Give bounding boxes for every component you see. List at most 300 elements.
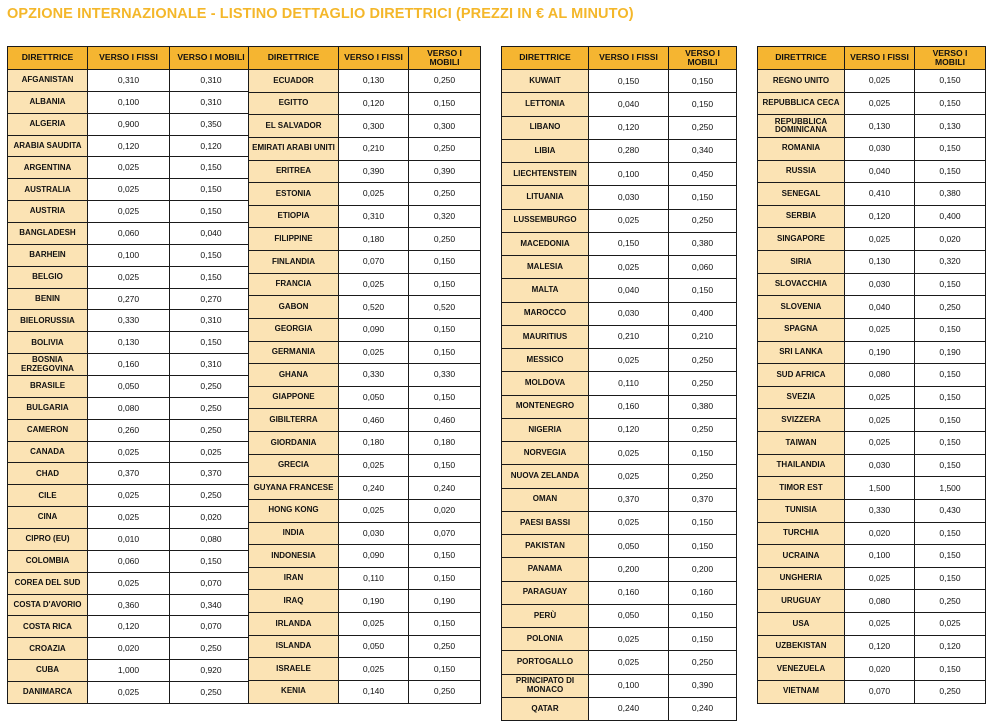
table-row <box>502 116 737 139</box>
rate-landline: 0,030 <box>845 454 915 477</box>
table-row <box>8 441 253 463</box>
rate-mobile: 0,250 <box>170 419 253 441</box>
table-row <box>8 638 253 660</box>
country-name: TIMOR EST <box>758 477 845 500</box>
country-name: MESSICO <box>502 349 589 372</box>
rate-landline: 0,060 <box>88 223 170 245</box>
country-name: GIBILTERRA <box>249 409 339 432</box>
rate-mobile: 0,150 <box>915 273 986 296</box>
country-name: GIAPPONE <box>249 386 339 409</box>
header-direttrice: DIRETTRICE <box>502 47 589 70</box>
rate-landline: 0,120 <box>88 135 170 157</box>
rate-mobile: 0,150 <box>409 341 481 364</box>
rate-landline: 0,025 <box>88 266 170 288</box>
country-name: GABON <box>249 296 339 319</box>
table-row <box>8 223 253 245</box>
country-name: IRAQ <box>249 590 339 613</box>
rate-landline: 0,240 <box>589 697 669 720</box>
header-verso-fissi: VERSO I FISSI <box>88 47 170 70</box>
rate-mobile: 0,150 <box>669 511 737 534</box>
country-name: SIRIA <box>758 251 845 274</box>
country-name: AFGANISTAN <box>8 70 88 92</box>
country-name: EGITTO <box>249 92 339 115</box>
rate-landline: 0,080 <box>845 364 915 387</box>
rate-mobile: 0,150 <box>915 409 986 432</box>
country-name: MAROCCO <box>502 302 589 325</box>
rates-table-4 <box>757 46 986 704</box>
rate-mobile: 0,250 <box>915 590 986 613</box>
country-name: ALGERIA <box>8 113 88 135</box>
rate-mobile: 0,150 <box>409 92 481 115</box>
rate-mobile: 0,150 <box>170 550 253 572</box>
table-row <box>758 273 986 296</box>
rate-mobile: 0,160 <box>669 581 737 604</box>
table-row <box>249 567 481 590</box>
country-name: LUSSEMBURGO <box>502 209 589 232</box>
rate-mobile: 0,060 <box>669 256 737 279</box>
rate-landline: 0,025 <box>589 256 669 279</box>
rate-landline: 0,410 <box>845 183 915 206</box>
table-row <box>502 604 737 627</box>
table-row <box>502 651 737 674</box>
table-row <box>502 163 737 186</box>
country-name: IRLANDA <box>249 613 339 636</box>
country-name: ESTONIA <box>249 183 339 206</box>
rate-mobile: 0,150 <box>915 432 986 455</box>
country-name: GRECIA <box>249 454 339 477</box>
table-row <box>8 310 253 332</box>
rate-landline: 0,025 <box>845 613 915 636</box>
rate-landline: 0,120 <box>845 635 915 658</box>
rate-landline: 0,025 <box>339 341 409 364</box>
country-name: LIBANO <box>502 116 589 139</box>
table-row <box>249 635 481 658</box>
rate-landline: 0,130 <box>88 332 170 354</box>
country-name: TAIWAN <box>758 432 845 455</box>
rate-mobile: 0,310 <box>170 91 253 113</box>
rate-mobile: 0,150 <box>669 279 737 302</box>
table-row <box>249 432 481 455</box>
rate-mobile: 0,150 <box>915 160 986 183</box>
rate-mobile: 0,250 <box>170 376 253 398</box>
country-name: MALTA <box>502 279 589 302</box>
rate-mobile: 0,150 <box>915 70 986 93</box>
rate-landline: 0,520 <box>339 296 409 319</box>
rate-mobile: 0,150 <box>409 545 481 568</box>
country-name: HONG KONG <box>249 499 339 522</box>
rate-landline: 0,160 <box>589 581 669 604</box>
rate-landline: 0,050 <box>589 535 669 558</box>
rate-mobile: 0,150 <box>915 137 986 160</box>
rate-mobile: 0,190 <box>409 590 481 613</box>
table-row <box>8 616 253 638</box>
country-name: BOLIVIA <box>8 332 88 354</box>
rate-mobile: 0,190 <box>915 341 986 364</box>
rate-landline: 0,070 <box>845 680 915 703</box>
table-row <box>8 463 253 485</box>
table-row <box>502 372 737 395</box>
table-row <box>8 288 253 310</box>
country-name: GUYANA FRANCESE <box>249 477 339 500</box>
rate-mobile: 0,150 <box>915 92 986 115</box>
rate-landline: 0,025 <box>589 651 669 674</box>
table-row <box>8 354 253 376</box>
country-name: SUD AFRICA <box>758 364 845 387</box>
rate-landline: 0,025 <box>845 70 915 93</box>
country-name: COREA DEL SUD <box>8 572 88 594</box>
table-row <box>758 386 986 409</box>
rate-mobile: 0,350 <box>170 113 253 135</box>
rate-landline: 0,030 <box>845 137 915 160</box>
country-name: LITUANIA <box>502 186 589 209</box>
country-name: PERÙ <box>502 604 589 627</box>
rate-mobile: 0,270 <box>170 288 253 310</box>
rate-mobile: 0,340 <box>669 139 737 162</box>
country-name: BOSNIA ERZEGOVINA <box>8 354 88 376</box>
rate-mobile: 0,150 <box>915 454 986 477</box>
country-name: LETTONIA <box>502 93 589 116</box>
rate-mobile: 0,080 <box>170 529 253 551</box>
rate-mobile: 0,150 <box>915 386 986 409</box>
table-row <box>249 658 481 681</box>
table-row <box>502 302 737 325</box>
rate-mobile: 0,025 <box>915 613 986 636</box>
table-row <box>502 232 737 255</box>
rate-mobile: 0,070 <box>409 522 481 545</box>
rate-mobile: 0,200 <box>669 558 737 581</box>
country-name: ROMANIA <box>758 137 845 160</box>
rate-landline: 0,130 <box>845 115 915 138</box>
rate-mobile: 0,150 <box>409 251 481 274</box>
rate-landline: 0,025 <box>845 386 915 409</box>
rate-mobile: 0,210 <box>669 325 737 348</box>
table-row <box>249 92 481 115</box>
rates-table-2 <box>248 46 481 704</box>
rate-mobile: 0,320 <box>915 251 986 274</box>
rate-landline: 0,210 <box>339 137 409 160</box>
table-row <box>249 364 481 387</box>
country-name: ISRAELE <box>249 658 339 681</box>
country-name: GERMANIA <box>249 341 339 364</box>
rate-mobile: 0,150 <box>170 266 253 288</box>
country-name: REGNO UNITO <box>758 70 845 93</box>
rate-mobile: 0,520 <box>409 296 481 319</box>
table-row <box>502 488 737 511</box>
table-row <box>758 205 986 228</box>
rate-mobile: 0,150 <box>409 386 481 409</box>
rate-landline: 0,100 <box>845 545 915 568</box>
table-row <box>502 70 737 93</box>
table-row <box>758 613 986 636</box>
rate-mobile: 0,150 <box>669 535 737 558</box>
table-row <box>502 209 737 232</box>
table-row <box>758 251 986 274</box>
table-row <box>249 680 481 703</box>
rate-landline: 0,025 <box>589 465 669 488</box>
table-row <box>8 529 253 551</box>
table-row <box>502 279 737 302</box>
table-row <box>249 183 481 206</box>
rate-mobile: 0,250 <box>669 418 737 441</box>
rate-landline: 0,120 <box>589 116 669 139</box>
country-name: CAMERON <box>8 419 88 441</box>
table-row <box>8 485 253 507</box>
rate-mobile: 0,430 <box>915 499 986 522</box>
rate-mobile: 0,150 <box>409 613 481 636</box>
rate-mobile: 0,920 <box>170 660 253 682</box>
rate-mobile: 0,150 <box>170 179 253 201</box>
table-row <box>8 113 253 135</box>
rate-mobile: 0,400 <box>915 205 986 228</box>
table-row <box>758 296 986 319</box>
country-name: ERITREA <box>249 160 339 183</box>
rate-landline: 0,025 <box>589 628 669 651</box>
country-name: GHANA <box>249 364 339 387</box>
rate-mobile: 0,250 <box>669 465 737 488</box>
rates-table-1 <box>7 46 253 704</box>
rate-landline: 0,025 <box>339 658 409 681</box>
rate-mobile: 0,380 <box>669 395 737 418</box>
country-name: REPUBBLICA DOMINICANA <box>758 115 845 138</box>
table-row <box>502 674 737 697</box>
rate-landline: 0,130 <box>339 70 409 93</box>
rate-landline: 0,310 <box>88 70 170 92</box>
table-row <box>8 660 253 682</box>
table-row <box>8 135 253 157</box>
country-name: SVEZIA <box>758 386 845 409</box>
rate-landline: 0,090 <box>339 545 409 568</box>
table-row <box>502 325 737 348</box>
table-row <box>502 139 737 162</box>
rate-landline: 0,360 <box>88 594 170 616</box>
header-verso-mobili: VERSO I MOBILI <box>409 47 481 70</box>
table-row <box>249 160 481 183</box>
country-name: COSTA RICA <box>8 616 88 638</box>
table-row <box>8 91 253 113</box>
rate-landline: 0,020 <box>845 522 915 545</box>
rate-mobile: 0,380 <box>915 183 986 206</box>
table-row <box>502 511 737 534</box>
country-name: CANADA <box>8 441 88 463</box>
rate-landline: 0,180 <box>339 228 409 251</box>
rate-landline: 0,070 <box>339 251 409 274</box>
rate-mobile: 0,390 <box>669 674 737 697</box>
rate-landline: 0,025 <box>88 179 170 201</box>
rate-mobile: 0,150 <box>409 454 481 477</box>
country-name: PORTOGALLO <box>502 651 589 674</box>
rate-landline: 0,110 <box>589 372 669 395</box>
table-row <box>249 499 481 522</box>
table-row <box>502 93 737 116</box>
table-row <box>249 273 481 296</box>
table-row <box>758 658 986 681</box>
header-verso-mobili: VERSO I MOBILI <box>669 47 737 70</box>
country-name: MAURITIUS <box>502 325 589 348</box>
table-row <box>758 432 986 455</box>
table-row <box>502 581 737 604</box>
country-name: SINGAPORE <box>758 228 845 251</box>
country-name: UCRAINA <box>758 545 845 568</box>
table-row <box>758 318 986 341</box>
table-row <box>758 567 986 590</box>
rate-landline: 0,210 <box>589 325 669 348</box>
table-row <box>8 266 253 288</box>
rate-landline: 0,190 <box>339 590 409 613</box>
country-name: VENEZUELA <box>758 658 845 681</box>
rate-landline: 0,330 <box>88 310 170 332</box>
country-name: SENEGAL <box>758 183 845 206</box>
country-name: EL SALVADOR <box>249 115 339 138</box>
rate-landline: 0,025 <box>339 273 409 296</box>
table-row <box>8 201 253 223</box>
rate-landline: 0,030 <box>589 186 669 209</box>
rate-landline: 0,025 <box>589 511 669 534</box>
header-verso-fissi: VERSO I FISSI <box>845 47 915 70</box>
rate-mobile: 0,250 <box>669 372 737 395</box>
header-verso-mobili: VERSO I MOBILI <box>915 47 986 70</box>
rate-mobile: 0,310 <box>170 310 253 332</box>
table-row <box>502 442 737 465</box>
rate-landline: 0,025 <box>88 441 170 463</box>
country-name: BANGLADESH <box>8 223 88 245</box>
country-name: GIORDANIA <box>249 432 339 455</box>
table-row <box>8 507 253 529</box>
country-name: COSTA D'AVORIO <box>8 594 88 616</box>
country-name: CROAZIA <box>8 638 88 660</box>
rate-mobile: 0,020 <box>409 499 481 522</box>
rate-landline: 0,040 <box>845 296 915 319</box>
country-name: PAESI BASSI <box>502 511 589 534</box>
country-name: SLOVACCHIA <box>758 273 845 296</box>
rate-mobile: 0,150 <box>170 201 253 223</box>
table-row <box>249 545 481 568</box>
rate-landline: 1,500 <box>845 477 915 500</box>
table-row <box>249 522 481 545</box>
rate-mobile: 0,250 <box>170 638 253 660</box>
country-name: PARAGUAY <box>502 581 589 604</box>
table-row <box>8 244 253 266</box>
rate-landline: 0,280 <box>589 139 669 162</box>
country-name: OMAN <box>502 488 589 511</box>
rate-landline: 0,025 <box>88 201 170 223</box>
country-name: BRASILE <box>8 376 88 398</box>
rate-mobile: 0,250 <box>915 680 986 703</box>
rate-landline: 0,160 <box>589 395 669 418</box>
rate-mobile: 0,250 <box>170 682 253 704</box>
rate-landline: 0,200 <box>589 558 669 581</box>
rate-landline: 0,270 <box>88 288 170 310</box>
rate-landline: 0,025 <box>845 567 915 590</box>
rate-landline: 0,025 <box>589 442 669 465</box>
rate-mobile: 0,020 <box>170 507 253 529</box>
table-row <box>758 454 986 477</box>
rate-landline: 0,120 <box>845 205 915 228</box>
table-row <box>502 395 737 418</box>
rate-mobile: 0,370 <box>170 463 253 485</box>
country-name: PRINCIPATO DI MONACO <box>502 674 589 697</box>
country-name: LIBIA <box>502 139 589 162</box>
country-name: CHAD <box>8 463 88 485</box>
country-name: QATAR <box>502 697 589 720</box>
rate-landline: 0,025 <box>845 409 915 432</box>
country-name: CIPRO (EU) <box>8 529 88 551</box>
rate-mobile: 0,380 <box>669 232 737 255</box>
table-row <box>758 364 986 387</box>
country-name: BENIN <box>8 288 88 310</box>
rate-mobile: 0,150 <box>915 364 986 387</box>
table-row <box>249 454 481 477</box>
country-name: ARABIA SAUDITA <box>8 135 88 157</box>
table-row <box>8 179 253 201</box>
rate-landline: 0,030 <box>845 273 915 296</box>
table-row <box>8 397 253 419</box>
country-name: SVIZZERA <box>758 409 845 432</box>
rate-landline: 0,900 <box>88 113 170 135</box>
rate-mobile: 0,150 <box>669 628 737 651</box>
rate-mobile: 0,250 <box>170 485 253 507</box>
rate-landline: 0,050 <box>339 386 409 409</box>
rate-mobile: 0,400 <box>669 302 737 325</box>
rate-landline: 0,050 <box>339 635 409 658</box>
table-row <box>8 682 253 704</box>
country-name: GEORGIA <box>249 318 339 341</box>
table-row <box>758 183 986 206</box>
country-name: INDIA <box>249 522 339 545</box>
table-row <box>758 115 986 138</box>
rate-landline: 0,025 <box>845 432 915 455</box>
rate-landline: 0,010 <box>88 529 170 551</box>
rate-landline: 0,140 <box>339 680 409 703</box>
header-verso-mobili: VERSO I MOBILI <box>170 47 253 70</box>
rate-mobile: 0,150 <box>669 442 737 465</box>
rate-landline: 0,120 <box>88 616 170 638</box>
header-verso-fissi: VERSO I FISSI <box>589 47 669 70</box>
country-name: AUSTRALIA <box>8 179 88 201</box>
rate-landline: 0,330 <box>339 364 409 387</box>
table-row <box>249 115 481 138</box>
rate-landline: 0,020 <box>845 658 915 681</box>
table-row <box>502 349 737 372</box>
rate-mobile: 0,240 <box>409 477 481 500</box>
rate-landline: 0,025 <box>339 613 409 636</box>
table-row <box>502 256 737 279</box>
country-name: TUNISIA <box>758 499 845 522</box>
country-name: SPAGNA <box>758 318 845 341</box>
table-row <box>8 157 253 179</box>
rate-landline: 0,370 <box>589 488 669 511</box>
table-row <box>502 186 737 209</box>
header-direttrice: DIRETTRICE <box>249 47 339 70</box>
table-row <box>249 251 481 274</box>
table-row <box>249 228 481 251</box>
country-name: BARHEIN <box>8 244 88 266</box>
rate-mobile: 0,250 <box>409 635 481 658</box>
country-name: TURCHIA <box>758 522 845 545</box>
rate-mobile: 0,460 <box>409 409 481 432</box>
table-row <box>758 545 986 568</box>
rate-mobile: 1,500 <box>915 477 986 500</box>
country-name: THAILANDIA <box>758 454 845 477</box>
rate-mobile: 0,150 <box>669 70 737 93</box>
country-name: REPUBBLICA CECA <box>758 92 845 115</box>
rate-landline: 0,090 <box>339 318 409 341</box>
country-name: KUWAIT <box>502 70 589 93</box>
country-name: MOLDOVA <box>502 372 589 395</box>
rate-landline: 0,310 <box>339 205 409 228</box>
country-name: CUBA <box>8 660 88 682</box>
rate-landline: 0,150 <box>589 70 669 93</box>
rate-landline: 0,190 <box>845 341 915 364</box>
